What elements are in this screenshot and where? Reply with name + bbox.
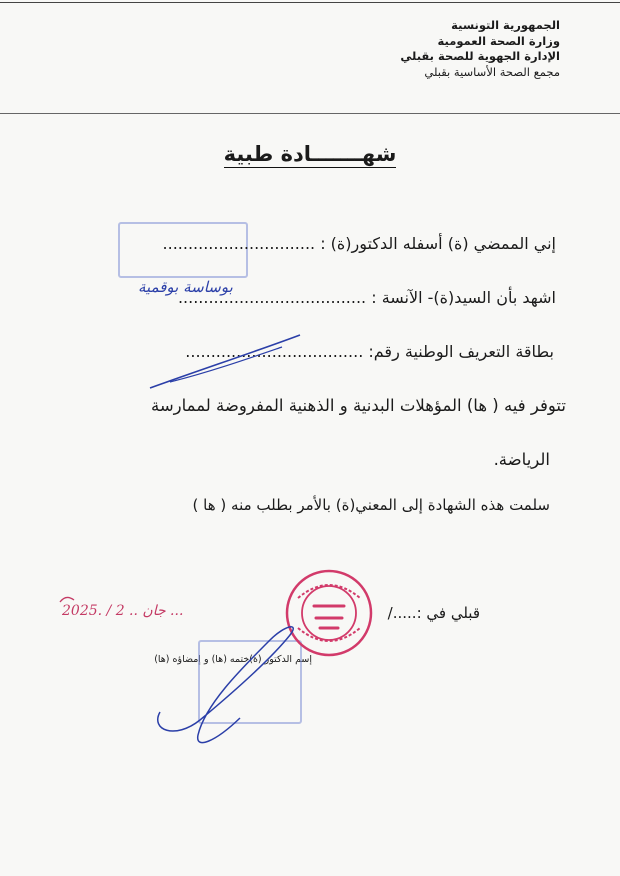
id-slash-stroke [150, 335, 300, 388]
doctor-label: إني الممضي (ة) أسفله الدكتور(ة) : [320, 234, 556, 253]
date-flourish [60, 597, 74, 602]
header-health-center: مجمع الصحة الأساسية بقبلي [424, 64, 560, 79]
person-dots: ..................................... [177, 288, 367, 307]
signature-note-text: إسم الدكتور (ة)ختمه (ها) و إمضاؤه (ها) [154, 654, 312, 665]
doctor-dots: .............................. [162, 234, 316, 253]
qualification-text: تتوفر فيه ( ها) المؤهلات البدنية و الذهنية المفروضة لممارسة [151, 396, 566, 415]
doctor-signature [158, 627, 293, 743]
header-ministry: وزارة الصحة العمومية [437, 33, 560, 48]
id-slash-stroke-2 [170, 347, 282, 382]
id-card-label: بطاقة التعريف الوطنية رقم: [368, 342, 554, 361]
header-republic: الجمهورية التونسية [451, 18, 560, 32]
id-card-dots: ................................... [185, 342, 364, 361]
person-label: اشهد بأن السيد(ة)- الآنسة : [371, 288, 556, 307]
document-title-text: شهـــــــادة طبية [223, 142, 397, 166]
delivered-text: سلمت هذه الشهادة إلى المعني(ة) بالأمر بطلب منه ( ها ) [192, 496, 550, 514]
sport-text: الرياضة. [493, 450, 550, 469]
handwritten-name-text: بوساسة بوقمية [138, 278, 233, 296]
date-label: قبلي في :...../ [387, 604, 480, 622]
date-value-text: 2025. / 2 .. جان ... [62, 603, 184, 619]
header-regional-directorate: الإدارة الجهوية للصحة بقبلي [400, 49, 560, 63]
